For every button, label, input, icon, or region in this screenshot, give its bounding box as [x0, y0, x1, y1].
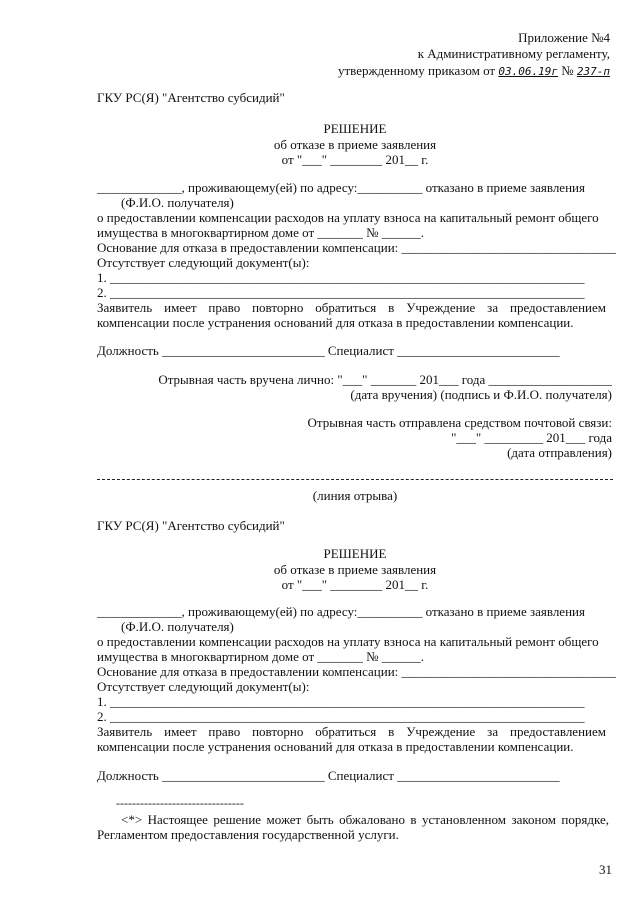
agency-name-copy: ГКУ РС(Я) "Агентство субсидий" — [97, 518, 285, 533]
handed-personally-line: Отрывная часть вручена лично: "___" _______ 201___ года ___________________ — [158, 372, 612, 387]
appendix-regulation: к Административному регламенту, — [417, 46, 610, 61]
tear-line — [97, 479, 613, 480]
reason-line-copy: Основание для отказа в предоставлении компенсации: _________________________________ — [97, 664, 617, 679]
footnote-rule: -------------------------------- — [116, 796, 244, 810]
decision-title: РЕШЕНИЕ — [323, 121, 387, 136]
compensation-line-copy: о предоставлении компенсации расходов на уплату взноса на капитальный ремонт общего — [97, 634, 599, 649]
missing-docs-label-copy: Отсутствует следующий документ(ы): — [97, 679, 310, 694]
footnote-line-1: <*> Настоящее решение может быть обжаловано в установленном законом порядке, — [121, 812, 609, 827]
page-number: 31 — [599, 862, 612, 877]
recipient-caption: (Ф.И.О. получателя) — [121, 195, 234, 210]
mailed-caption: (дата отправления) — [507, 445, 612, 460]
recipient-caption-copy: (Ф.И.О. получателя) — [121, 619, 234, 634]
recipient-line: _____________, проживающему(ей) по адресу:__________ отказано в приеме заявления — [97, 180, 585, 195]
tear-line-caption: (линия отрыва) — [312, 488, 398, 503]
missing-doc-1-copy: 1. _________________________________________________________________________ — [97, 694, 585, 709]
right-to-reapply-2: компенсации после устранения оснований для отказа в предоставлении компенсации. — [97, 315, 574, 330]
signature-line-copy: Должность _________________________ Специалист _________________________ — [97, 768, 560, 783]
handed-personally-caption: (дата вручения) (подпись и Ф.И.О. получателя) — [350, 387, 612, 402]
missing-doc-2: 2. _________________________________________________________________________ — [97, 285, 585, 300]
order-number: 237-п — [576, 65, 610, 78]
missing-doc-1: 1. _________________________________________________________________________ — [97, 270, 585, 285]
property-line: имущества в многоквартирном доме от _______ № ______. — [97, 225, 425, 240]
order-prefix: утвержденному приказом от — [337, 63, 496, 78]
decision-title-copy: РЕШЕНИЕ — [323, 546, 387, 561]
decision-subtitle: об отказе в приеме заявления — [273, 137, 437, 152]
compensation-line: о предоставлении компенсации расходов на уплату взноса на капитальный ремонт общего — [97, 210, 599, 225]
recipient-line-copy: _____________, проживающему(ей) по адресу:__________ отказано в приеме заявления — [97, 604, 585, 619]
missing-doc-2-copy: 2. _________________________________________________________________________ — [97, 709, 585, 724]
order-date: 03.06.19г — [498, 65, 558, 78]
decision-subtitle-copy: об отказе в приеме заявления — [273, 562, 437, 577]
reason-line: Основание для отказа в предоставлении компенсации: _________________________________ — [97, 240, 617, 255]
right-to-reapply-2-copy: компенсации после устранения оснований для отказа в предоставлении компенсации. — [97, 739, 574, 754]
footnote-line-2: Регламентом предоставления государственной услуги. — [97, 827, 399, 842]
agency-name: ГКУ РС(Я) "Агентство субсидий" — [97, 90, 285, 105]
right-to-reapply-1-copy: Заявитель имеет право повторно обратиться в Учреждение за предоставлением — [97, 724, 606, 739]
appendix-order-line — [338, 63, 610, 79]
mailed-line: Отрывная часть отправлена средством почтовой связи: — [307, 415, 612, 430]
mailed-date: "___" _________ 201___ года — [451, 430, 612, 445]
order-no-label: № — [561, 63, 574, 78]
property-line-copy: имущества в многоквартирном доме от _______ № ______. — [97, 649, 425, 664]
decision-date-copy: от "___" ________ 201__ г. — [281, 577, 429, 592]
right-to-reapply-1: Заявитель имеет право повторно обратиться в Учреждение за предоставлением — [97, 300, 606, 315]
missing-docs-label: Отсутствует следующий документ(ы): — [97, 255, 310, 270]
decision-date: от "___" ________ 201__ г. — [281, 152, 429, 167]
signature-line: Должность _________________________ Специалист _________________________ — [97, 343, 560, 358]
appendix-number: Приложение №4 — [518, 30, 610, 45]
